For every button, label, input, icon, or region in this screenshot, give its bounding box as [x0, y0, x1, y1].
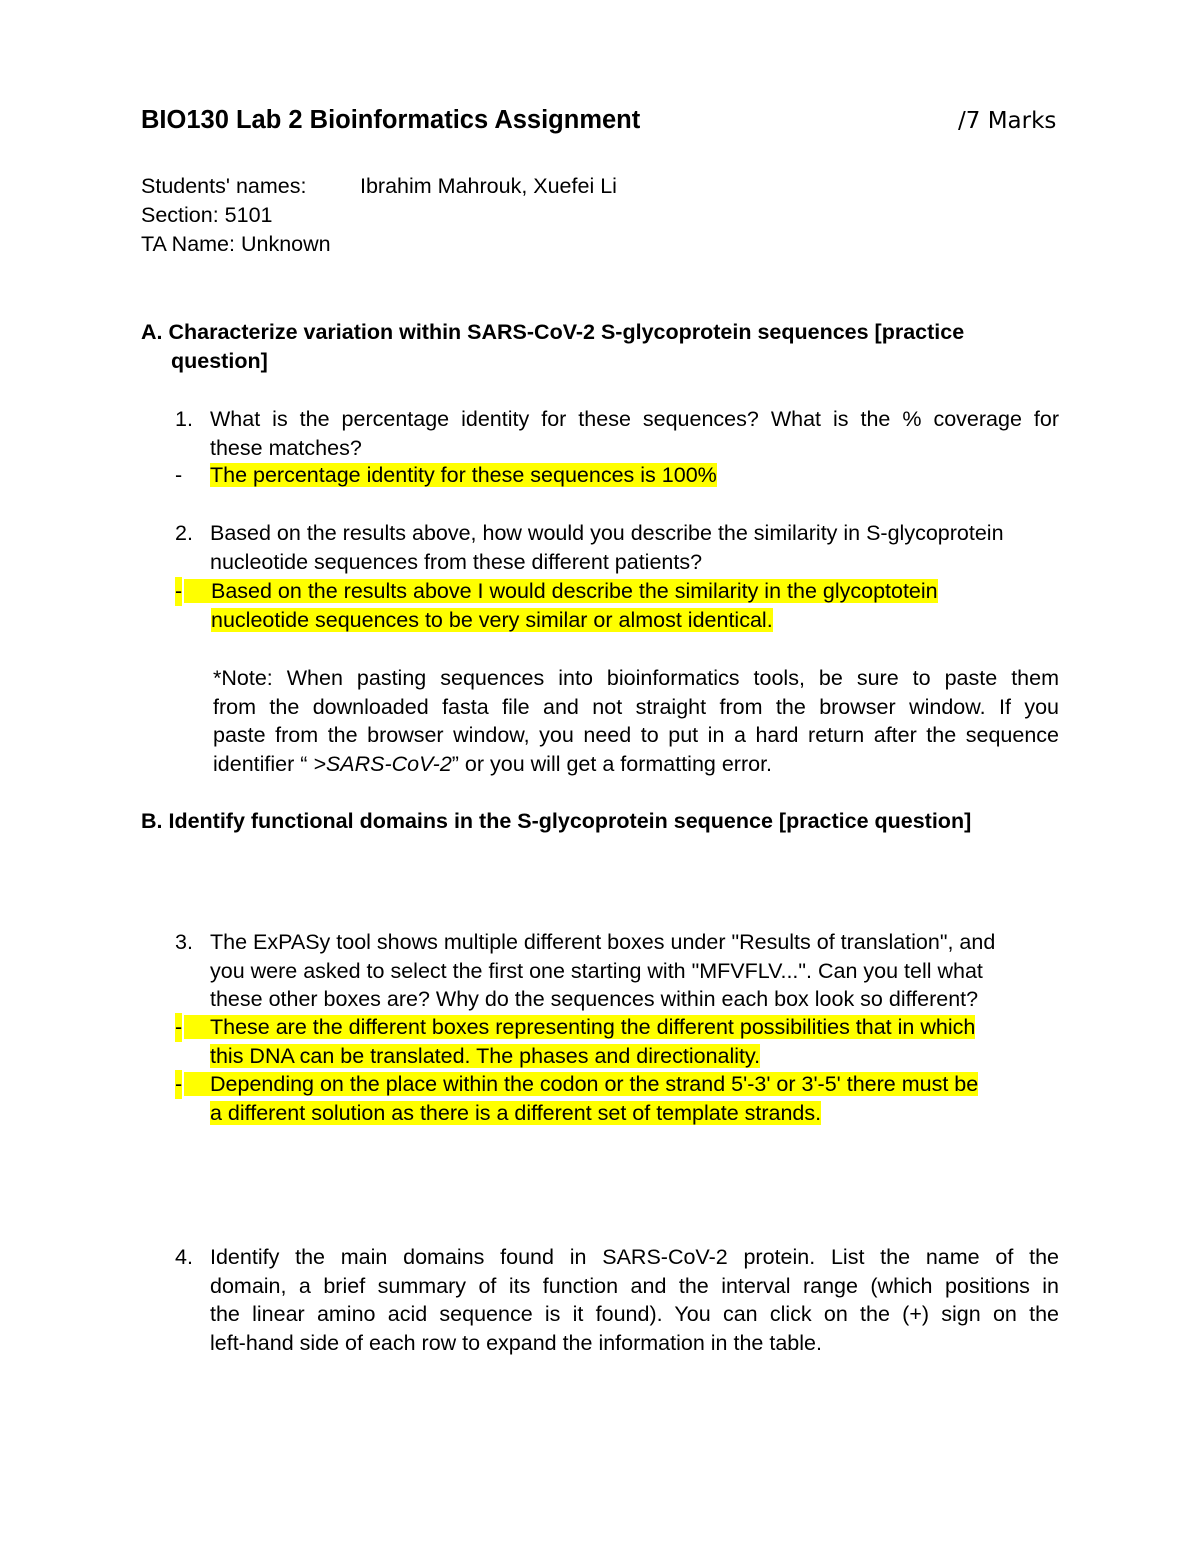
answer-3b-line: a different solution as there is a different set of template strands.	[210, 1100, 822, 1125]
students-label: Students' names:	[141, 174, 307, 198]
note-line: from the downloaded fasta file and not straight from the browser window. If you	[213, 694, 1059, 719]
question-3-line: you were asked to select the first one starting with "MFVFLV...". Can you tell what	[210, 958, 983, 983]
ta-info: TA Name: Unknown	[141, 232, 331, 256]
section-a-heading: A. Characterize variation within SARS-CoV-2 S-glycoprotein sequences [practice	[141, 320, 965, 344]
note-paragraph	[213, 664, 1059, 778]
answer-3b	[184, 1070, 978, 1127]
note-line: paste from the browser window, you need to put in a hard return after the sequence	[213, 723, 1059, 747]
answer-bullet: -	[175, 577, 182, 606]
answer-bullet: -	[175, 1070, 182, 1099]
question-4-line: domain, a brief summary of its function and the interval range (which positions in	[210, 1273, 1059, 1298]
answer-2-line: Based on the results above I would describe the similarity in the glycoptotein	[184, 579, 938, 603]
note-text: ” or you will get a formatting error.	[451, 751, 773, 776]
question-2-line: nucleotide sequences from these different patients?	[210, 549, 703, 574]
question-number: 2.	[175, 521, 193, 545]
note-line: *Note: When pasting sequences into bioinformatics tools, be sure to paste them	[213, 666, 1059, 690]
question-4-line: left-hand side of each row to expand the information in the table.	[210, 1330, 822, 1355]
answer-3a-line: this DNA can be translated. The phases and directionality.	[210, 1043, 761, 1068]
question-3-line: these other boxes are? Why do the sequences within each box look so different?	[210, 987, 979, 1011]
question-4-line: the linear amino acid sequence is it found). You can click on the (+) sign on the	[210, 1302, 1059, 1326]
section-b-heading: B. Identify functional domains in the S-glycoprotein sequence [practice question]	[141, 809, 972, 833]
note-line	[213, 750, 1059, 779]
question-3	[210, 928, 1059, 1014]
answer-3b-line: Depending on the place within the codon or the strand 5'-3' or 3'-5' there must be	[184, 1072, 978, 1096]
answer-2	[184, 577, 938, 634]
question-4-line: Identify the main domains found in SARS-CoV-2 protein. List the name of the	[210, 1245, 1059, 1269]
answer-1	[210, 461, 717, 490]
note-identifier: >SARS-CoV-2	[313, 751, 452, 776]
question-4	[210, 1243, 1059, 1357]
document-title: BIO130 Lab 2 Bioinformatics Assignment	[141, 106, 641, 134]
marks-label: /7 Marks	[958, 108, 1057, 134]
students-value: Ibrahim Mahrouk, Xuefei Li	[360, 174, 617, 198]
question-number: 3.	[175, 930, 193, 954]
answer-2-line: nucleotide sequences to be very similar or almost identical.	[211, 607, 773, 632]
answer-3a-line: These are the different boxes representing the different possibilities that in which	[184, 1015, 975, 1039]
question-2	[210, 519, 1059, 576]
answer-3a	[184, 1013, 975, 1070]
question-1-line: What is the percentage identity for these sequences? What is the % coverage for	[210, 407, 1059, 431]
note-text: identifier “	[213, 751, 314, 776]
question-2-line: Based on the results above, how would you describe the similarity in S-glycoprotein	[210, 521, 1004, 545]
question-1	[210, 405, 1059, 462]
section-info: Section: 5101	[141, 203, 273, 227]
answer-bullet: -	[175, 1013, 182, 1042]
question-3-line: The ExPASy tool shows multiple different boxes under "Results of translation", and	[210, 930, 996, 954]
question-number: 4.	[175, 1245, 193, 1269]
section-a-heading-cont: question]	[171, 349, 268, 373]
question-number: 1.	[175, 407, 193, 431]
answer-bullet: -	[175, 463, 183, 487]
answer-1-text: The percentage identity for these sequences is 100%	[210, 463, 717, 487]
question-1-line: these matches?	[210, 435, 362, 460]
